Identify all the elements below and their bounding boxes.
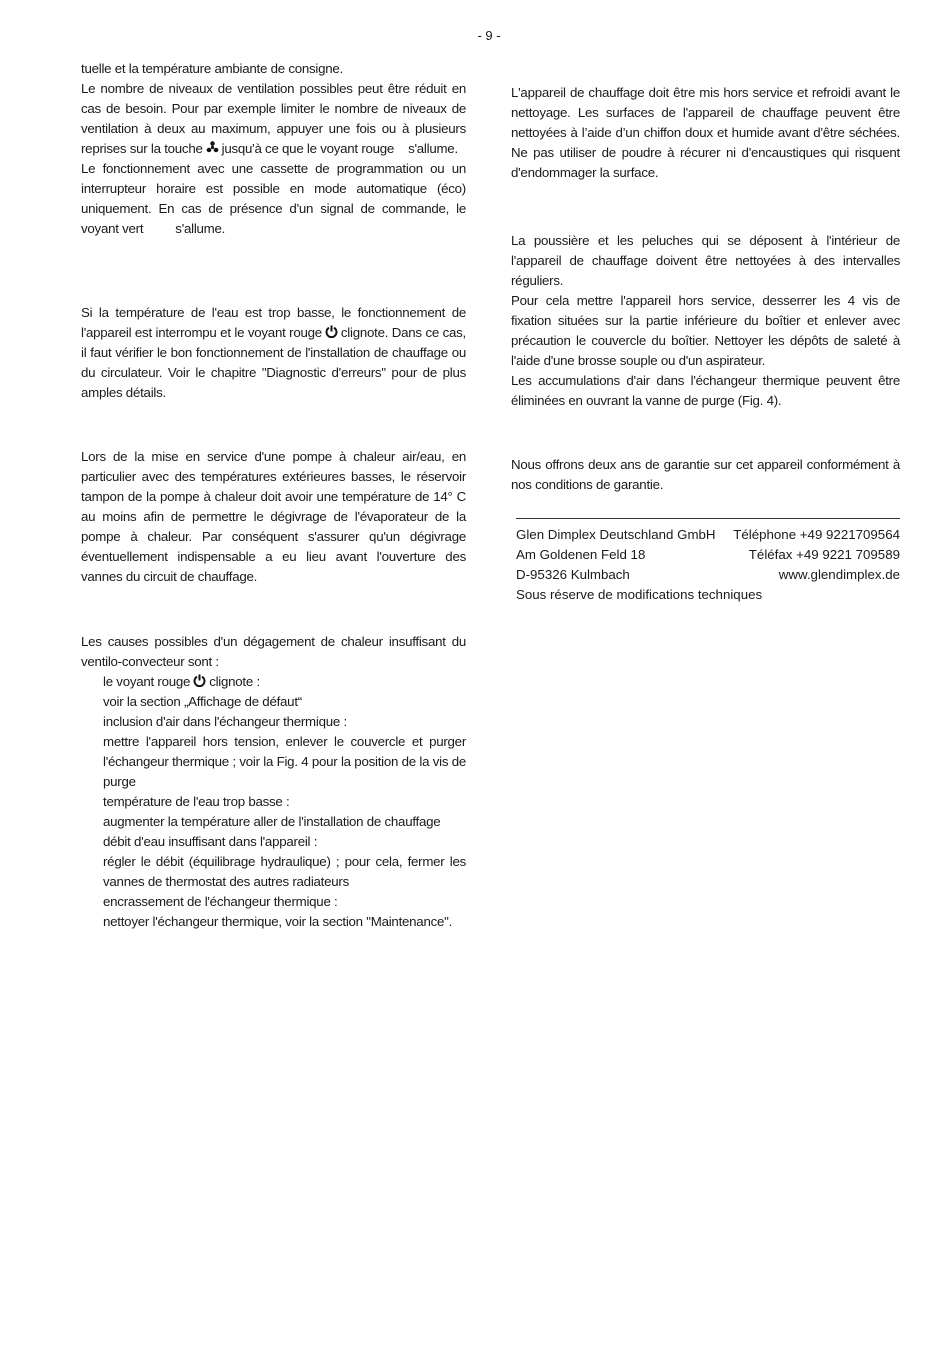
paragraph: Pour cela mettre l'appareil hors service, desserrer les 4 vis de fixation situées sur la partie inférieure du boîtier et enlever avec précaution le couvercle du boîtier. Nettoyer les dépôts de saleté à l'aide d'une brosse souple ou d'un aspirateur.: [511, 293, 900, 368]
ventilation-block: [81, 59, 466, 239]
cleaning-block: [511, 83, 900, 183]
paragraph: Lors de la mise en service d'une pompe à chaleur air/eau, en particulier avec des températures extérieures basses, le réservoir tampon de la pompe à chaleur doit avoir une température de 14° C au moins afin de permettre le dégivrage de l'évaporateur de la pompe à chaleur. Par conséquent s'assurer qu'un dégivrage éventuellement indispensable a eu lieu avant l'ouverture des vannes du circuit de chauffage.: [81, 449, 466, 584]
list-item: inclusion d'air dans l'échangeur thermique :: [103, 714, 347, 729]
paragraph: Le fonctionnement avec une cassette de programmation ou un interrupteur horaire est possible en mode automatique (éco) uniquement. En cas de présence d'un signal de commande, le voyant vert s'allume.: [81, 161, 466, 236]
paragraph: tuelle et la température ambiante de consigne.: [81, 61, 343, 76]
list-item: régler le débit (équilibrage hydraulique) ; pour cela, fermer les vannes de thermostat des autres radiateurs: [103, 854, 466, 889]
power-icon: [325, 325, 338, 338]
paragraph: Si la température de l'eau est trop basse, le fonctionnement de l'appareil est interrompu et le voyant rouge clignote. Dans ce cas, il faut vérifier le bon fonctionnement de l'installation de chauffage ou du circulateur. Voir le chapitre "Diagnostic d'erreurs" pour de plus amples détails.: [81, 305, 466, 400]
list-item: mettre l'appareil hors tension, enlever le couvercle et purger l'échangeur thermique ; voir la Fig. 4 pour la position de la vis de purge: [103, 734, 466, 789]
list-item: augmenter la température aller de l'installation de chauffage: [103, 814, 441, 829]
fan-icon: [206, 141, 219, 154]
warranty-block: [511, 455, 900, 495]
low-water-temp-block: [81, 303, 466, 403]
heat-pump-block: [81, 447, 466, 587]
list-item: encrassement de l'échangeur thermique :: [103, 894, 338, 909]
list-item: voir la section „Affichage de défaut“: [103, 694, 302, 709]
page-number: - 9 -: [477, 28, 501, 43]
list-item: nettoyer l'échangeur thermique, voir la section "Maintenance".: [103, 914, 453, 929]
list-item: débit d'eau insuffisant dans l'appareil :: [103, 834, 318, 849]
city: D-95326 Kulmbach: [516, 567, 630, 582]
paragraph: Les causes possibles d'un dégagement de chaleur insuffisant du ventilo-convecteur sont :: [81, 634, 466, 669]
paragraph: Les accumulations d'air dans l'échangeur thermique peuvent être éliminées en ouvrant la vanne de purge (Fig. 4).: [511, 373, 900, 408]
fax-number: Téléfax +49 9221 709589: [748, 547, 900, 562]
paragraph: Nous offrons deux ans de garantie sur cet appareil conformément à nos conditions de garantie.: [511, 457, 900, 492]
website: www.glendimplex.de: [778, 567, 900, 582]
list-item: le voyant rouge clignote :: [103, 674, 260, 689]
disclaimer: Sous réserve de modifications techniques: [516, 587, 763, 602]
paragraph: L'appareil de chauffage doit être mis hors service et refroidi avant le nettoyage. Les surfaces de l'appareil de chauffage peuvent être nettoyées à l’aide d’un chiffon doux et humide avant d'être séchées. Ne pas utiliser de poudre à récurer ni d'encaustiques qui risquent d'endommager la surface.: [511, 85, 900, 180]
power-icon: [193, 674, 206, 687]
troubleshooting-block: [81, 632, 466, 932]
maintenance-block: [511, 231, 900, 411]
list-item: température de l'eau trop basse :: [103, 794, 290, 809]
contact-block: [516, 518, 900, 605]
street-address: Am Goldenen Feld 18: [516, 547, 646, 562]
paragraph: Le nombre de niveaux de ventilation possibles peut être réduit en cas de besoin. Pour par exemple limiter le nombre de niveaux de ventilation à deux au maximum, appuyer une fois ou à plusieurs reprises sur la touche jusqu'à ce que le voyant rouge s'allume.: [81, 81, 466, 156]
phone-number: Téléphone +49 9221709564: [733, 527, 900, 542]
paragraph: La poussière et les peluches qui se déposent à l'intérieur de l'appareil de chauffage doivent être nettoyées à des intervalles réguliers.: [511, 233, 900, 288]
company-name: Glen Dimplex Deutschland GmbH: [516, 527, 716, 542]
